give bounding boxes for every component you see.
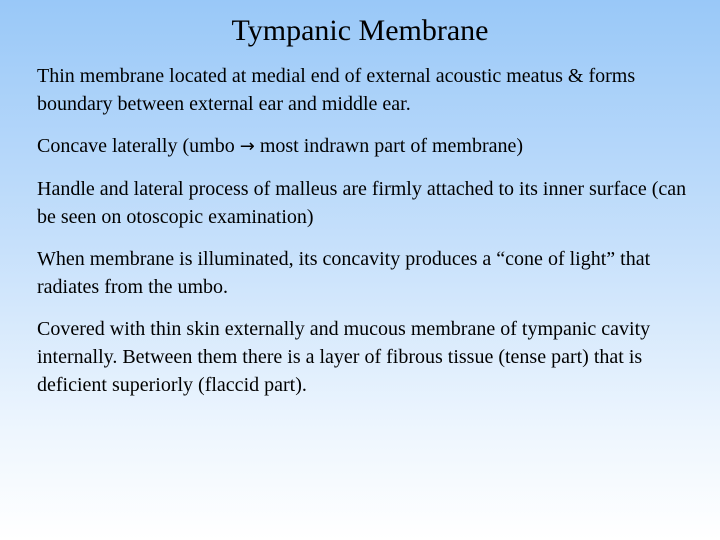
bullet-text-part: Concave laterally (umbo xyxy=(37,135,240,157)
bullet-item-4: When membrane is illuminated, its concavity produces a “cone of light” that radiates from the umbo. xyxy=(37,248,651,298)
bullet-list xyxy=(37,62,697,413)
bullet-item-5: Covered with thin skin externally and mucous membrane of tympanic cavity internally. Between them there is a layer of fibrous tissue (tense part) that is deficient superiorly (flaccid part). xyxy=(37,318,651,396)
bullet-item-2 xyxy=(37,132,697,161)
bullet-item-3: Handle and lateral process of malleus are firmly attached to its inner surface (can be seen on otoscopic examination) xyxy=(37,178,687,228)
slide-title: Tympanic Membrane xyxy=(231,14,489,47)
bullet-text-part: most indrawn part of membrane) xyxy=(254,135,524,157)
right-arrow-icon: → xyxy=(239,136,255,157)
bullet-item-1: Thin membrane located at medial end of external acoustic meatus & forms boundary between external ear and middle ear. xyxy=(37,65,636,115)
